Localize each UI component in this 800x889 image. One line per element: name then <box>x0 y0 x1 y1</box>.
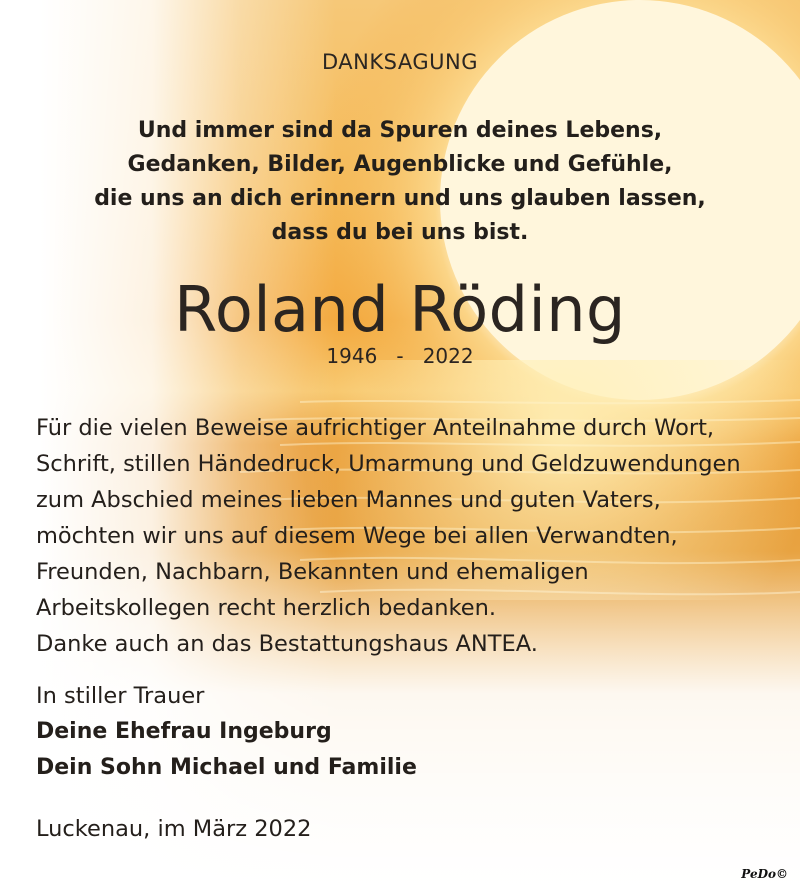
verse-line: Und immer sind da Spuren deines Lebens, <box>137 118 663 143</box>
deceased-name: Roland Röding <box>174 273 626 346</box>
thanks-text <box>36 410 741 662</box>
body-line: Arbeitskollegen recht herzlich bedanken. <box>36 595 497 621</box>
place-date: Luckenau, im März 2022 <box>36 816 312 842</box>
mourning-intro: In stiller Trauer <box>36 683 205 709</box>
body-line: Für die vielen Beweise aufrichtiger Anteilnahme durch Wort, <box>36 415 715 441</box>
body-line: Schrift, stillen Händedruck, Umarmung und Geldzuwendungen <box>36 451 741 477</box>
death-year: 2022 <box>422 344 474 368</box>
designer-signature: PeDo© <box>741 867 788 881</box>
body-line: möchten wir uns auf diesem Wege bei allen Verwandten, <box>36 523 678 549</box>
memorial-verse <box>0 114 800 250</box>
body-line: Freunden, Nachbarn, Bekannten und ehemaligen <box>36 559 589 585</box>
verse-line: die uns an dich erinnern und uns glauben lassen, <box>94 186 706 211</box>
mourner-wife: Deine Ehefrau Ingeburg <box>36 719 332 744</box>
life-years <box>0 344 800 368</box>
birth-year: 1946 <box>326 344 378 368</box>
year-separator: - <box>396 344 404 368</box>
mourner-son: Dein Sohn Michael und Familie <box>36 755 417 780</box>
body-line: Danke auch an das Bestattungshaus ANTEA. <box>36 631 538 657</box>
heading-danksagung: DANKSAGUNG <box>322 50 478 74</box>
verse-line: Gedanken, Bilder, Augenblicke und Gefühle, <box>127 152 673 177</box>
mourners-block <box>36 678 417 786</box>
body-line: zum Abschied meines lieben Mannes und guten Vaters, <box>36 487 661 513</box>
verse-line: dass du bei uns bist. <box>271 220 529 245</box>
